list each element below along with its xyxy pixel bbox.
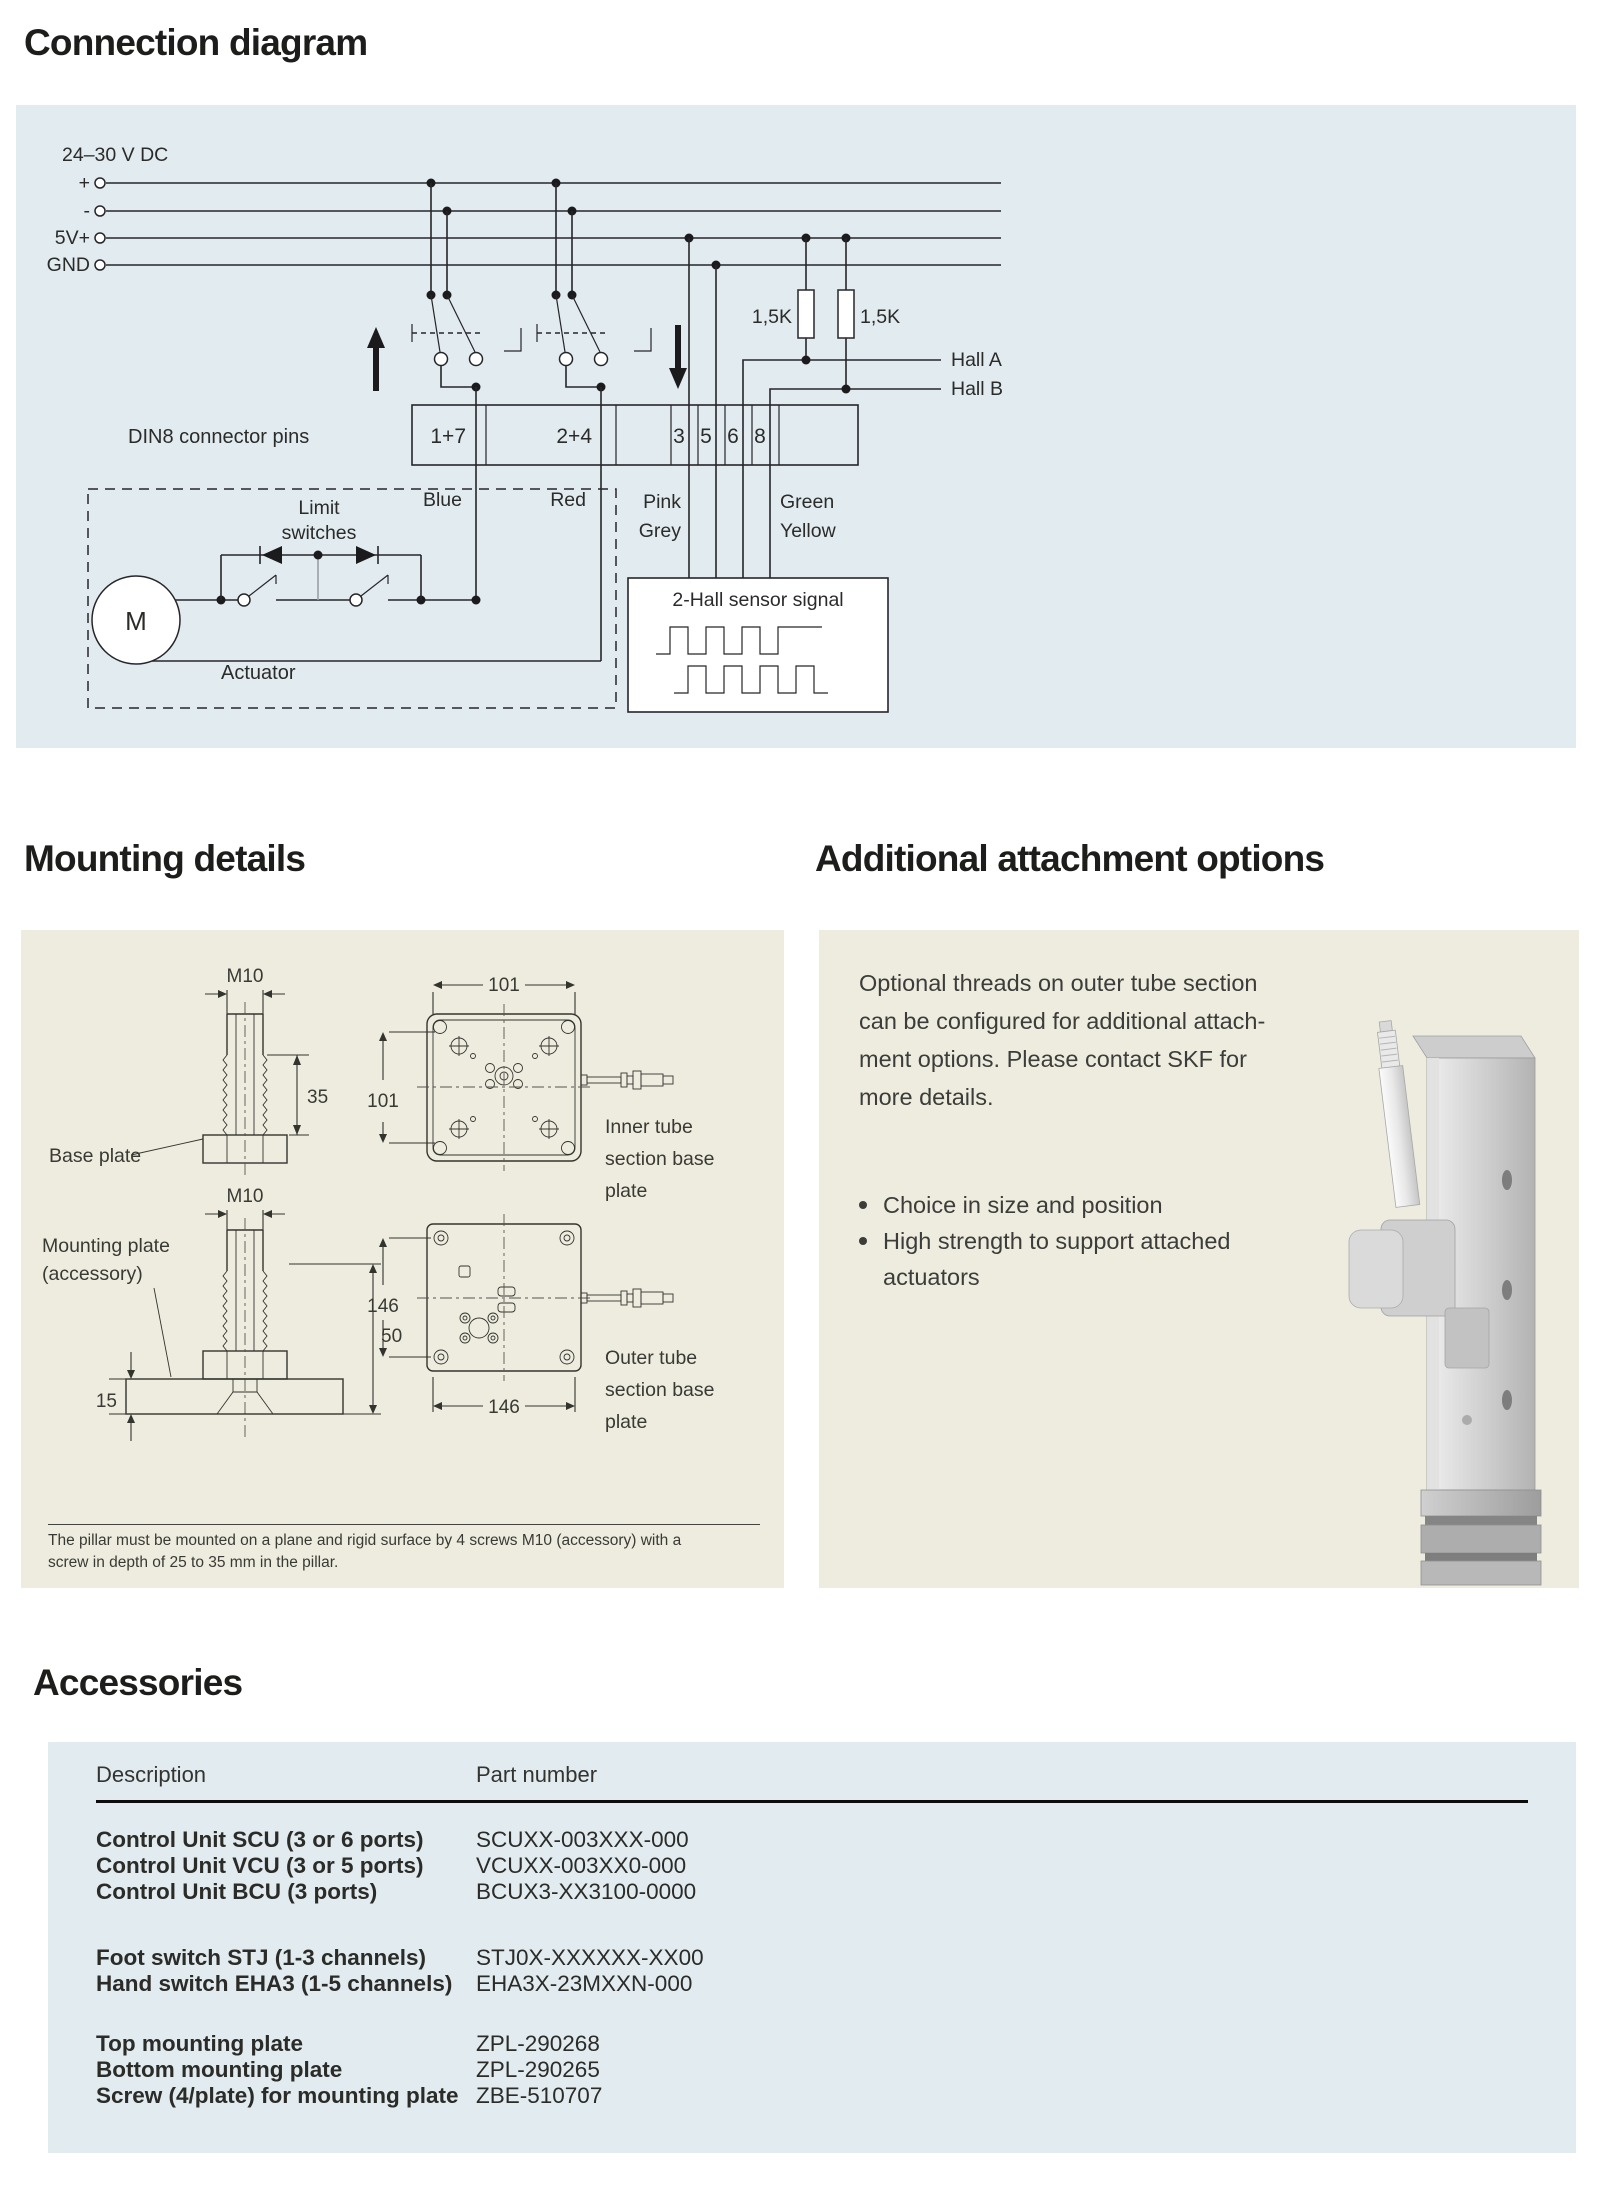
column-part-number: Part number bbox=[476, 1762, 598, 1787]
supply-voltage-label: 24–30 V DC bbox=[62, 144, 169, 166]
red-label: Red bbox=[550, 489, 586, 511]
resistor-1 bbox=[798, 234, 814, 361]
outer-plate-label-3: plate bbox=[605, 1411, 648, 1433]
footnote-rule bbox=[48, 1524, 760, 1525]
outer-plate-label-2: section base bbox=[605, 1379, 715, 1401]
table-row: Hand switch EHA3 (1-5 channels) EHA3X-23MXXN-000 bbox=[96, 1971, 693, 1996]
outer-plate-label-1: Outer tube bbox=[605, 1347, 698, 1369]
pin-2-4: 2+4 bbox=[556, 425, 592, 448]
inner-plate-label-1: Inner tube bbox=[605, 1116, 693, 1138]
footnote-line-1: The pillar must be mounted on a plane and rigid surface by 4 screws M10 (accessory) with a bbox=[48, 1532, 682, 1549]
inner-tube-plate-drawing bbox=[367, 975, 593, 1171]
dim-50: 50 bbox=[381, 1326, 403, 1347]
attachment-para-line-2: can be configured for additional attach- bbox=[859, 1008, 1266, 1034]
hall-b-wire bbox=[770, 389, 941, 578]
bullet-dot-icon bbox=[859, 1201, 867, 1209]
actuator-label: Actuator bbox=[221, 662, 296, 684]
connection-diagram-title: Connection diagram bbox=[24, 22, 368, 63]
diode-right-icon bbox=[356, 546, 378, 564]
motor-label: M bbox=[125, 606, 147, 636]
m10-dim-bottom: M10 bbox=[226, 1186, 264, 1207]
yellow-label: Yellow bbox=[780, 520, 836, 542]
hall-sensor-label: 2-Hall sensor signal bbox=[672, 589, 844, 611]
resistor-1-label: 1,5K bbox=[751, 306, 792, 328]
base-gap-1 bbox=[1425, 1516, 1537, 1525]
attachment-options-title: Additional attachment options bbox=[815, 838, 1325, 879]
inner-plate-label-2: section base bbox=[605, 1148, 715, 1170]
pin-8: 8 bbox=[754, 425, 766, 448]
bus-lines bbox=[95, 178, 1001, 270]
resistor-2 bbox=[838, 234, 854, 390]
mounting-details-panel bbox=[21, 930, 784, 1588]
piston-rod bbox=[1373, 1020, 1419, 1208]
attachment-para-line-1: Optional threads on outer tube section bbox=[859, 970, 1258, 996]
outer-plate-cable-drawing bbox=[581, 1289, 673, 1307]
dim-146-left: 146 bbox=[367, 1296, 399, 1317]
contact-symbol-1 bbox=[504, 328, 521, 351]
pin-6: 6 bbox=[727, 425, 739, 448]
connection-diagram bbox=[16, 105, 1576, 748]
inner-plate-cable-drawing bbox=[581, 1071, 673, 1089]
accessories-header bbox=[96, 1762, 1576, 1788]
base-gap-2 bbox=[1425, 1553, 1537, 1561]
limit-switches-label-2: switches bbox=[281, 522, 357, 544]
bullet-dot-icon bbox=[859, 1237, 867, 1245]
accessories-group-switches bbox=[96, 1945, 1576, 1997]
m10-dim-top: M10 bbox=[226, 966, 264, 987]
dim-15: 15 bbox=[95, 1391, 117, 1412]
blue-label: Blue bbox=[422, 489, 462, 511]
outer-tube-plate-drawing bbox=[367, 1214, 593, 1418]
limit-switch-circuit bbox=[175, 546, 481, 606]
hall-b-label: Hall B bbox=[951, 378, 1004, 400]
pin-5: 5 bbox=[700, 425, 712, 448]
mounting-drawings bbox=[21, 930, 784, 1588]
pillar-actuator-image bbox=[1319, 990, 1569, 1590]
dim-101-left: 101 bbox=[367, 1091, 399, 1112]
base-section-1 bbox=[1421, 1490, 1541, 1516]
table-row: Control Unit VCU (3 or 5 ports) VCUXX-003XX0-000 bbox=[96, 1853, 687, 1878]
plus-label: + bbox=[78, 172, 90, 194]
din8-label: DIN8 connector pins bbox=[128, 426, 310, 448]
grey-label: Grey bbox=[638, 520, 681, 542]
attachment-bullet-2-cont: actuators bbox=[883, 1264, 980, 1290]
mounting-plate-label-1: Mounting plate bbox=[42, 1235, 170, 1257]
accessories-header-rule bbox=[96, 1800, 1528, 1803]
clamp-plate bbox=[1445, 1308, 1489, 1368]
gnd-label: GND bbox=[46, 254, 90, 276]
down-arrow-icon bbox=[669, 325, 687, 389]
attachment-para-line-3: ment options. Please contact SKF for bbox=[859, 1046, 1247, 1072]
dim-35: 35 bbox=[307, 1087, 329, 1108]
table-row: Control Unit BCU (3 ports) BCUX3-XX3100-0000 bbox=[96, 1879, 697, 1904]
green-label: Green bbox=[780, 491, 835, 513]
base-plate-label: Base plate bbox=[49, 1145, 142, 1167]
attachment-bullet-1: Choice in size and position bbox=[859, 1192, 1163, 1219]
table-row: Screw (4/plate) for mounting plate ZBE-510707 bbox=[96, 2083, 603, 2108]
accessories-panel bbox=[48, 1742, 1576, 2153]
diode-left-icon bbox=[260, 546, 282, 564]
accessories-group-control-units bbox=[96, 1827, 1576, 1905]
table-row: Foot switch STJ (1-3 channels) STJ0X-XXXXXX-XX00 bbox=[96, 1945, 704, 1970]
mounting-plate-stud-drawing bbox=[96, 1186, 402, 1441]
footnote-line-2: screw in depth of 25 to 35 mm in the pillar. bbox=[48, 1554, 339, 1571]
table-row: Control Unit SCU (3 or 6 ports) SCUXX-003XXX-000 bbox=[96, 1827, 689, 1852]
resistor-2-label: 1,5K bbox=[860, 306, 901, 328]
attachment-para-line-4: more details. bbox=[859, 1084, 994, 1110]
dim-101-top: 101 bbox=[488, 975, 520, 996]
minus-label: - bbox=[83, 200, 90, 222]
pink-label: Pink bbox=[643, 491, 681, 513]
base-section-2 bbox=[1421, 1525, 1541, 1553]
up-arrow-icon bbox=[367, 327, 385, 391]
pin-3: 3 bbox=[673, 425, 685, 448]
hall-a-label: Hall A bbox=[951, 349, 1002, 371]
hall-a-wire bbox=[743, 360, 941, 578]
accessories-title: Accessories bbox=[33, 1662, 243, 1703]
contact-symbol-2 bbox=[634, 328, 651, 351]
connection-diagram-panel bbox=[16, 105, 1576, 748]
table-row: Top mounting plate ZPL-290268 bbox=[96, 2031, 600, 2056]
5v-label: 5V+ bbox=[54, 227, 90, 249]
base-plate-stud-drawing bbox=[203, 966, 328, 1175]
din8-pin-box bbox=[412, 405, 858, 465]
accessories-group-plates bbox=[96, 2031, 1576, 2109]
pin-1-7: 1+7 bbox=[430, 425, 466, 448]
column-top-face bbox=[1413, 1036, 1535, 1058]
mounting-details-title: Mounting details bbox=[24, 838, 306, 879]
dim-146-bottom: 146 bbox=[488, 1397, 520, 1418]
column-description: Description bbox=[96, 1762, 207, 1787]
inner-plate-label-3: plate bbox=[605, 1180, 648, 1202]
mounting-plate-label-2: (accessory) bbox=[42, 1263, 143, 1285]
attachment-options-panel bbox=[819, 930, 1579, 1588]
attachment-bullet-2: High strength to support attached bbox=[859, 1228, 1231, 1255]
base-section-3 bbox=[1421, 1561, 1541, 1585]
motor-block bbox=[1349, 1230, 1403, 1308]
table-row: Bottom mounting plate ZPL-290265 bbox=[96, 2057, 600, 2082]
limit-switches-label-1: Limit bbox=[298, 497, 340, 519]
